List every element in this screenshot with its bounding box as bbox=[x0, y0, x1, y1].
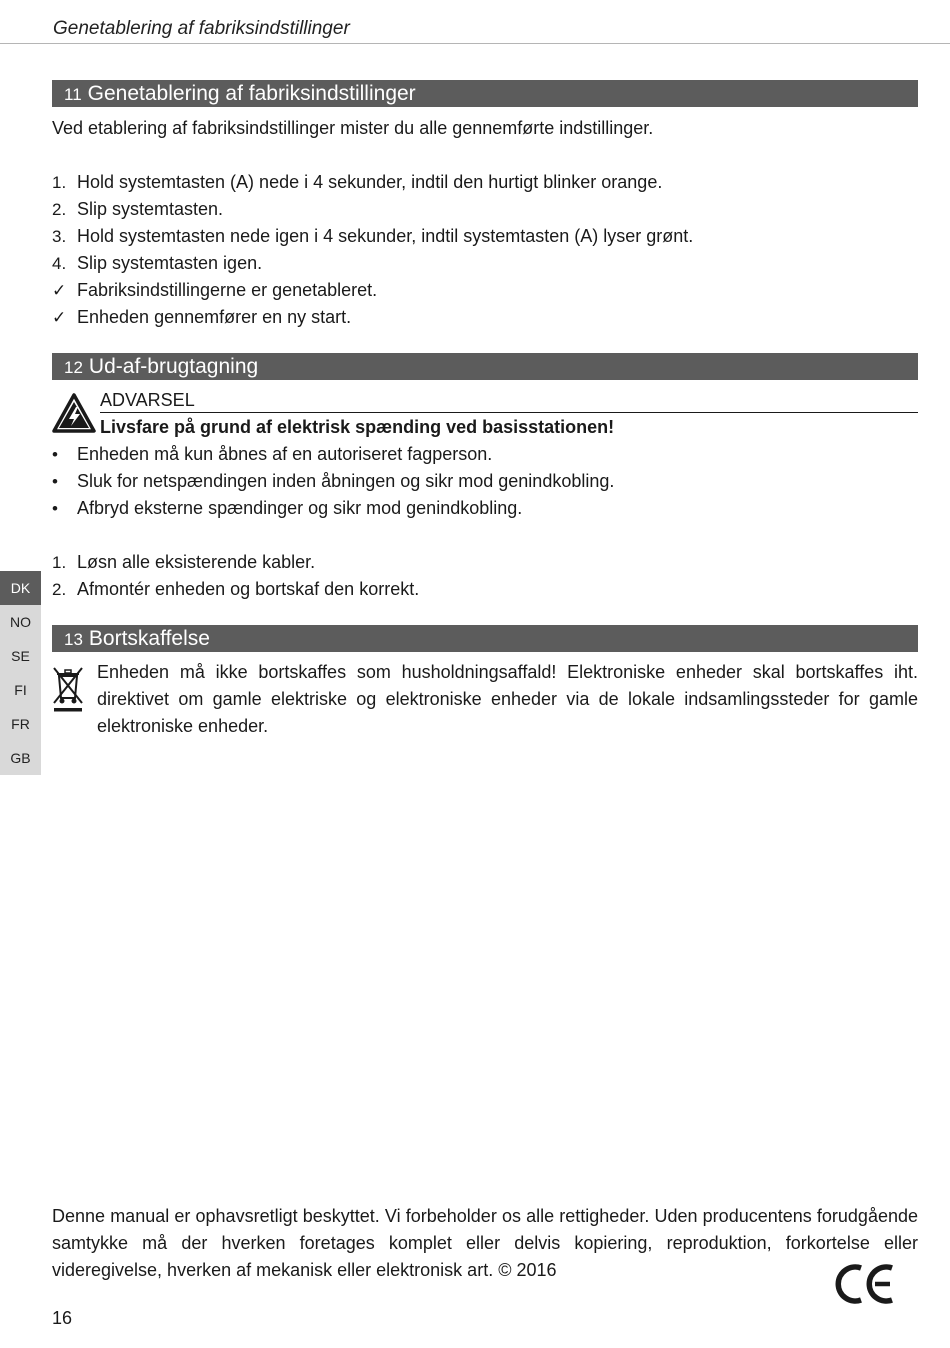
checkmark-icon: ✓ bbox=[52, 281, 67, 300]
page-number: 16 bbox=[52, 1308, 73, 1328]
section-11-heading bbox=[52, 80, 918, 107]
section-13-heading bbox=[52, 625, 918, 652]
step-item: 4. Slip systemtasten igen. bbox=[52, 253, 263, 273]
language-tab-gb[interactable]: GB bbox=[0, 741, 41, 775]
step-item: 3. Hold systemtasten nede igen i 4 sekunder, indtil systemtasten (A) lyser grønt. bbox=[52, 226, 694, 246]
step-item: 1. Løsn alle eksisterende kabler. bbox=[52, 552, 316, 572]
step-item: 2. Slip systemtasten. bbox=[52, 199, 224, 219]
language-tab-se[interactable]: SE bbox=[0, 639, 41, 673]
section-13-title: Bortskaffelse bbox=[88, 627, 210, 650]
language-tab-fr[interactable]: FR bbox=[0, 707, 41, 741]
warning-text: Livsfare på grund af elektrisk spænding ved basisstationen! bbox=[100, 417, 615, 437]
section-11-number: 11 bbox=[64, 85, 82, 104]
bullet-item: • Sluk for netspændingen inden åbningen og sikr mod genindkobling. bbox=[52, 471, 615, 491]
section-11-title: Genetablering af fabriksindstillinger bbox=[87, 82, 416, 105]
step-item: 2. Afmontér enheden og bortskaf den korrekt. bbox=[52, 579, 420, 599]
section-12-number: 12 bbox=[64, 358, 83, 377]
running-header-title: Genetablering af fabriksindstillinger bbox=[53, 18, 350, 39]
ce-mark-icon bbox=[834, 1262, 896, 1306]
crossed-out-wheelie-bin-icon bbox=[52, 665, 84, 713]
disposal-text: Enheden må ikke bortskaffes som husholdningsaffald! Elektroniske enheder skal bortskaffes iht. direktivet om gamle elektriske og elektroniske enheder via de lokale indsamlingssteder for gamle elektroniske enheder. bbox=[97, 662, 918, 736]
copyright-notice: Denne manual er ophavsretligt beskyttet. Vi forbeholder os alle rettigheder. Uden producentens forudgående samtykke må der hverken foretages komplet eller delvis kopiering, reproduktion, forkortelse eller videregivelse, hverken af mekanisk eller elektronisk art. © 2016 bbox=[52, 1206, 918, 1280]
section-11-intro: Ved etablering af fabriksindstillinger mister du alle gennemførte indstillinger. bbox=[52, 118, 654, 138]
language-tab-fi[interactable]: FI bbox=[0, 673, 41, 707]
electric-shock-warning-icon bbox=[52, 393, 96, 433]
bullet-item: • Afbryd eksterne spændinger og sikr mod genindkobling. bbox=[52, 498, 523, 518]
bullet-item: • Enheden må kun åbnes af en autoriseret fagperson. bbox=[52, 444, 493, 464]
warning-label: ADVARSEL bbox=[100, 388, 918, 413]
section-12-title: Ud-af-brugtagning bbox=[88, 355, 259, 378]
language-tabs bbox=[0, 571, 41, 775]
section-12-heading bbox=[52, 353, 918, 380]
checkmark-icon: ✓ bbox=[52, 308, 67, 327]
section-13-number: 13 bbox=[64, 630, 83, 649]
language-tab-no[interactable]: NO bbox=[0, 605, 41, 639]
result-item: ✓ Fabriksindstillingerne er genetableret. bbox=[52, 277, 377, 304]
step-item: 1. Hold systemtasten (A) nede i 4 sekunder, indtil den hurtigt blinker orange. bbox=[52, 172, 663, 192]
header-divider bbox=[0, 43, 950, 44]
result-item: ✓ Enheden gennemfører en ny start. bbox=[52, 304, 351, 331]
language-tab-dk[interactable]: DK bbox=[0, 571, 41, 605]
